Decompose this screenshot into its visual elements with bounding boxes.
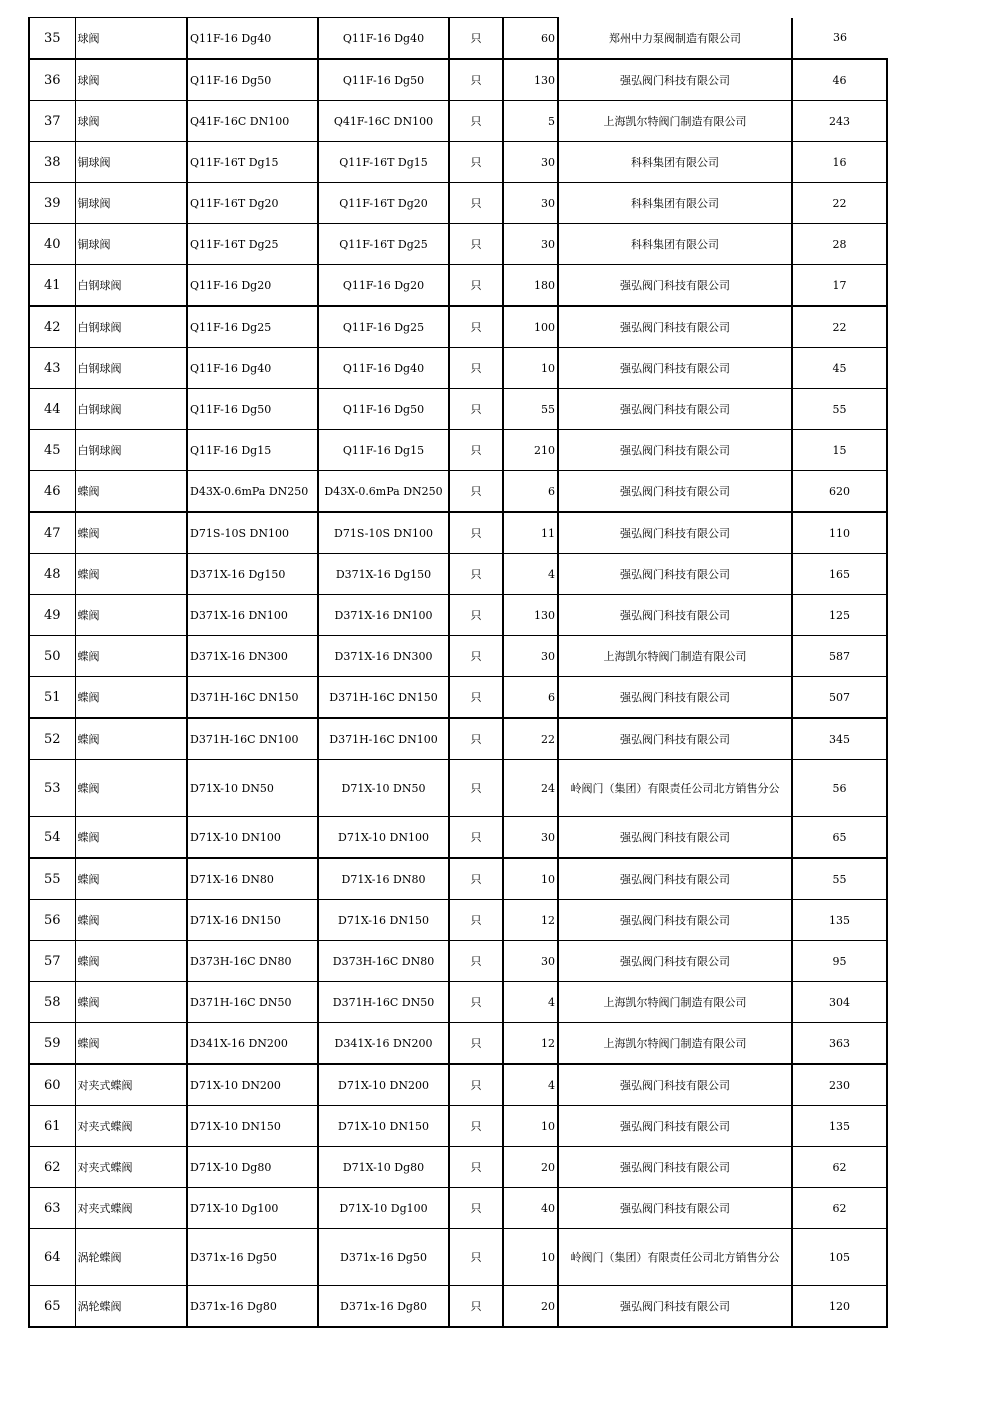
- product-name-cell: 蝶阀: [75, 595, 187, 636]
- model-cell: D371x-16 Dg50: [187, 1229, 318, 1286]
- supplier-cell: 强弘阀门科技有限公司: [558, 59, 792, 101]
- table-row: [29, 636, 887, 677]
- model-cell: D71X-10 DN200: [187, 1064, 318, 1106]
- price-cell: 120: [792, 1286, 887, 1328]
- spec-cell: D371X-16 Dg150: [318, 554, 449, 595]
- supplier-cell: 强弘阀门科技有限公司: [558, 1106, 792, 1147]
- model-cell: D71S-10S DN100: [187, 512, 318, 554]
- row-number-cell: 62: [29, 1147, 75, 1188]
- product-name-cell: 蝶阀: [75, 858, 187, 900]
- product-name-cell: 铜球阀: [75, 224, 187, 265]
- supplier-cell: 科科集团有限公司: [558, 142, 792, 183]
- price-cell: 36: [792, 18, 887, 60]
- price-cell: 110: [792, 512, 887, 554]
- model-cell: D71X-10 DN50: [187, 760, 318, 817]
- unit-cell: 只: [449, 59, 503, 101]
- supplier-cell: 强弘阀门科技有限公司: [558, 941, 792, 982]
- row-number-cell: 61: [29, 1106, 75, 1147]
- price-cell: 46: [792, 59, 887, 101]
- supplier-cell: 强弘阀门科技有限公司: [558, 554, 792, 595]
- table-row: [29, 224, 887, 265]
- spec-cell: D371H-16C DN150: [318, 677, 449, 719]
- product-name-cell: 铜球阀: [75, 183, 187, 224]
- product-name-cell: 蝶阀: [75, 900, 187, 941]
- quantity-cell: 130: [503, 59, 558, 101]
- table-row: [29, 718, 887, 760]
- row-number-cell: 50: [29, 636, 75, 677]
- price-cell: 125: [792, 595, 887, 636]
- model-cell: D371H-16C DN100: [187, 718, 318, 760]
- product-name-cell: 涡轮蝶阀: [75, 1229, 187, 1286]
- product-name-cell: 蝶阀: [75, 941, 187, 982]
- quantity-cell: 40: [503, 1188, 558, 1229]
- row-number-cell: 56: [29, 900, 75, 941]
- quantity-cell: 4: [503, 1064, 558, 1106]
- quantity-cell: 180: [503, 265, 558, 307]
- quantity-cell: 55: [503, 389, 558, 430]
- unit-cell: 只: [449, 1147, 503, 1188]
- row-number-cell: 52: [29, 718, 75, 760]
- unit-cell: 只: [449, 265, 503, 307]
- price-cell: 230: [792, 1064, 887, 1106]
- product-name-cell: 蝶阀: [75, 636, 187, 677]
- table-row: [29, 1023, 887, 1065]
- supplier-cell: 强弘阀门科技有限公司: [558, 1188, 792, 1229]
- quantity-cell: 5: [503, 101, 558, 142]
- table-row: [29, 900, 887, 941]
- quantity-cell: 4: [503, 982, 558, 1023]
- supplier-cell: 强弘阀门科技有限公司: [558, 265, 792, 307]
- supplier-cell: 岭阀门（集团）有限责任公司北方销售分公: [558, 1229, 792, 1286]
- product-name-cell: 对夹式蝶阀: [75, 1188, 187, 1229]
- model-cell: D371X-16 Dg150: [187, 554, 318, 595]
- quantity-cell: 6: [503, 471, 558, 513]
- quantity-cell: 24: [503, 760, 558, 817]
- price-cell: 56: [792, 760, 887, 817]
- unit-cell: 只: [449, 1023, 503, 1065]
- product-name-cell: 蝶阀: [75, 982, 187, 1023]
- unit-cell: 只: [449, 595, 503, 636]
- spec-cell: Q11F-16 Dg40: [318, 348, 449, 389]
- spec-cell: D71S-10S DN100: [318, 512, 449, 554]
- supplier-cell: 强弘阀门科技有限公司: [558, 1147, 792, 1188]
- quantity-cell: 10: [503, 348, 558, 389]
- price-cell: 95: [792, 941, 887, 982]
- row-number-cell: 46: [29, 471, 75, 513]
- product-name-cell: 蝶阀: [75, 718, 187, 760]
- table-row: [29, 982, 887, 1023]
- model-cell: Q11F-16 Dg15: [187, 430, 318, 471]
- supplier-cell: 科科集团有限公司: [558, 183, 792, 224]
- product-name-cell: 球阀: [75, 101, 187, 142]
- spec-cell: D341X-16 DN200: [318, 1023, 449, 1065]
- row-number-cell: 42: [29, 306, 75, 348]
- price-cell: 587: [792, 636, 887, 677]
- spec-cell: D371H-16C DN100: [318, 718, 449, 760]
- row-number-cell: 43: [29, 348, 75, 389]
- price-cell: 16: [792, 142, 887, 183]
- model-cell: D71X-16 DN80: [187, 858, 318, 900]
- supplier-cell: 科科集团有限公司: [558, 224, 792, 265]
- quantity-cell: 60: [503, 18, 558, 60]
- table-row: [29, 817, 887, 859]
- quantity-cell: 30: [503, 183, 558, 224]
- price-cell: 135: [792, 1106, 887, 1147]
- spec-cell: D71X-10 DN50: [318, 760, 449, 817]
- table-row: [29, 1106, 887, 1147]
- table-row: [29, 59, 887, 101]
- price-cell: 55: [792, 389, 887, 430]
- row-number-cell: 35: [29, 18, 75, 60]
- model-cell: D371H-16C DN150: [187, 677, 318, 719]
- row-number-cell: 39: [29, 183, 75, 224]
- model-cell: D371H-16C DN50: [187, 982, 318, 1023]
- supplier-cell: 岭阀门（集团）有限责任公司北方销售分公: [558, 760, 792, 817]
- spec-cell: Q41F-16C DN100: [318, 101, 449, 142]
- supplier-cell: 强弘阀门科技有限公司: [558, 677, 792, 719]
- unit-cell: 只: [449, 512, 503, 554]
- quantity-cell: 4: [503, 554, 558, 595]
- row-number-cell: 41: [29, 265, 75, 307]
- spec-cell: Q11F-16T Dg15: [318, 142, 449, 183]
- table-row: [29, 348, 887, 389]
- row-number-cell: 36: [29, 59, 75, 101]
- spec-cell: D71X-10 Dg100: [318, 1188, 449, 1229]
- product-name-cell: 涡轮蝶阀: [75, 1286, 187, 1328]
- spec-cell: Q11F-16 Dg25: [318, 306, 449, 348]
- supplier-cell: 上海凯尔特阀门制造有限公司: [558, 1023, 792, 1065]
- row-number-cell: 48: [29, 554, 75, 595]
- product-name-cell: 蝶阀: [75, 471, 187, 513]
- product-name-cell: 对夹式蝶阀: [75, 1064, 187, 1106]
- table-row: [29, 1064, 887, 1106]
- price-cell: 620: [792, 471, 887, 513]
- table-row: [29, 430, 887, 471]
- spec-cell: D371X-16 DN100: [318, 595, 449, 636]
- unit-cell: 只: [449, 941, 503, 982]
- row-number-cell: 45: [29, 430, 75, 471]
- table-row: [29, 142, 887, 183]
- product-name-cell: 蝶阀: [75, 512, 187, 554]
- table-row: [29, 941, 887, 982]
- table-row: [29, 471, 887, 513]
- supplier-cell: 强弘阀门科技有限公司: [558, 306, 792, 348]
- table-row: [29, 101, 887, 142]
- supplier-cell: 强弘阀门科技有限公司: [558, 430, 792, 471]
- unit-cell: 只: [449, 900, 503, 941]
- quantity-cell: 130: [503, 595, 558, 636]
- spec-cell: D371H-16C DN50: [318, 982, 449, 1023]
- product-name-cell: 蝶阀: [75, 817, 187, 859]
- supplier-cell: 强弘阀门科技有限公司: [558, 471, 792, 513]
- unit-cell: 只: [449, 817, 503, 859]
- quantity-cell: 10: [503, 1106, 558, 1147]
- model-cell: D71X-10 DN150: [187, 1106, 318, 1147]
- unit-cell: 只: [449, 636, 503, 677]
- spec-cell: D71X-16 DN150: [318, 900, 449, 941]
- spec-cell: Q11F-16 Dg50: [318, 59, 449, 101]
- unit-cell: 只: [449, 1286, 503, 1328]
- spec-cell: D43X-0.6mPa DN250: [318, 471, 449, 513]
- quantity-cell: 22: [503, 718, 558, 760]
- price-cell: 105: [792, 1229, 887, 1286]
- spec-cell: D371x-16 Dg80: [318, 1286, 449, 1328]
- model-cell: Q41F-16C DN100: [187, 101, 318, 142]
- supplier-cell: 强弘阀门科技有限公司: [558, 858, 792, 900]
- unit-cell: 只: [449, 471, 503, 513]
- model-cell: Q11F-16 Dg50: [187, 59, 318, 101]
- row-number-cell: 59: [29, 1023, 75, 1065]
- price-cell: 345: [792, 718, 887, 760]
- spec-cell: D371X-16 DN300: [318, 636, 449, 677]
- spec-cell: Q11F-16 Dg15: [318, 430, 449, 471]
- product-name-cell: 对夹式蝶阀: [75, 1106, 187, 1147]
- row-number-cell: 40: [29, 224, 75, 265]
- product-name-cell: 对夹式蝶阀: [75, 1147, 187, 1188]
- quantity-cell: 20: [503, 1147, 558, 1188]
- row-number-cell: 49: [29, 595, 75, 636]
- model-cell: D371X-16 DN100: [187, 595, 318, 636]
- unit-cell: 只: [449, 982, 503, 1023]
- model-cell: D71X-16 DN150: [187, 900, 318, 941]
- table-row: [29, 677, 887, 719]
- spec-cell: D71X-10 Dg80: [318, 1147, 449, 1188]
- supplier-cell: 上海凯尔特阀门制造有限公司: [558, 982, 792, 1023]
- quantity-cell: 11: [503, 512, 558, 554]
- unit-cell: 只: [449, 389, 503, 430]
- quantity-cell: 210: [503, 430, 558, 471]
- row-number-cell: 51: [29, 677, 75, 719]
- model-cell: Q11F-16T Dg20: [187, 183, 318, 224]
- unit-cell: 只: [449, 101, 503, 142]
- table-row: [29, 858, 887, 900]
- spec-cell: D71X-10 DN150: [318, 1106, 449, 1147]
- unit-cell: 只: [449, 1106, 503, 1147]
- unit-cell: 只: [449, 224, 503, 265]
- quantity-cell: 12: [503, 1023, 558, 1065]
- table-row: [29, 1229, 887, 1286]
- product-name-cell: 白钢球阀: [75, 306, 187, 348]
- table-row: [29, 1188, 887, 1229]
- supplier-cell: 强弘阀门科技有限公司: [558, 348, 792, 389]
- table-row: [29, 18, 887, 60]
- quantity-cell: 30: [503, 941, 558, 982]
- model-cell: D71X-10 DN100: [187, 817, 318, 859]
- model-cell: Q11F-16T Dg25: [187, 224, 318, 265]
- spec-cell: Q11F-16 Dg50: [318, 389, 449, 430]
- price-cell: 17: [792, 265, 887, 307]
- unit-cell: 只: [449, 858, 503, 900]
- supplier-cell: 上海凯尔特阀门制造有限公司: [558, 101, 792, 142]
- supplier-cell: 强弘阀门科技有限公司: [558, 900, 792, 941]
- supplier-cell: 强弘阀门科技有限公司: [558, 1064, 792, 1106]
- unit-cell: 只: [449, 18, 503, 60]
- spec-cell: D371x-16 Dg50: [318, 1229, 449, 1286]
- row-number-cell: 44: [29, 389, 75, 430]
- model-cell: Q11F-16 Dg25: [187, 306, 318, 348]
- table-row: [29, 389, 887, 430]
- model-cell: D341X-16 DN200: [187, 1023, 318, 1065]
- row-number-cell: 65: [29, 1286, 75, 1328]
- table-row: [29, 595, 887, 636]
- unit-cell: 只: [449, 1229, 503, 1286]
- quantity-cell: 30: [503, 142, 558, 183]
- row-number-cell: 55: [29, 858, 75, 900]
- product-name-cell: 球阀: [75, 59, 187, 101]
- price-cell: 55: [792, 858, 887, 900]
- unit-cell: 只: [449, 1064, 503, 1106]
- spec-cell: Q11F-16T Dg20: [318, 183, 449, 224]
- unit-cell: 只: [449, 306, 503, 348]
- valve-price-table: [28, 17, 888, 1328]
- supplier-cell: 强弘阀门科技有限公司: [558, 718, 792, 760]
- model-cell: D371x-16 Dg80: [187, 1286, 318, 1328]
- product-name-cell: 铜球阀: [75, 142, 187, 183]
- product-name-cell: 白钢球阀: [75, 348, 187, 389]
- product-name-cell: 白钢球阀: [75, 430, 187, 471]
- row-number-cell: 58: [29, 982, 75, 1023]
- quantity-cell: 10: [503, 858, 558, 900]
- quantity-cell: 30: [503, 817, 558, 859]
- model-cell: D71X-10 Dg80: [187, 1147, 318, 1188]
- product-name-cell: 蝶阀: [75, 760, 187, 817]
- quantity-cell: 6: [503, 677, 558, 719]
- spec-cell: D71X-10 DN200: [318, 1064, 449, 1106]
- spec-cell: D71X-16 DN80: [318, 858, 449, 900]
- unit-cell: 只: [449, 430, 503, 471]
- unit-cell: 只: [449, 142, 503, 183]
- row-number-cell: 57: [29, 941, 75, 982]
- model-cell: Q11F-16T Dg15: [187, 142, 318, 183]
- price-cell: 62: [792, 1188, 887, 1229]
- price-cell: 135: [792, 900, 887, 941]
- price-cell: 22: [792, 306, 887, 348]
- price-cell: 363: [792, 1023, 887, 1065]
- spec-cell: D71X-10 DN100: [318, 817, 449, 859]
- supplier-cell: 强弘阀门科技有限公司: [558, 1286, 792, 1328]
- unit-cell: 只: [449, 554, 503, 595]
- quantity-cell: 10: [503, 1229, 558, 1286]
- table-row: [29, 306, 887, 348]
- unit-cell: 只: [449, 677, 503, 719]
- price-cell: 65: [792, 817, 887, 859]
- product-name-cell: 球阀: [75, 18, 187, 60]
- supplier-cell: 强弘阀门科技有限公司: [558, 817, 792, 859]
- supplier-cell: 郑州中力泵阀制造有限公司: [558, 18, 792, 60]
- supplier-cell: 强弘阀门科技有限公司: [558, 512, 792, 554]
- quantity-cell: 20: [503, 1286, 558, 1328]
- model-cell: D43X-0.6mPa DN250: [187, 471, 318, 513]
- product-name-cell: 白钢球阀: [75, 265, 187, 307]
- price-cell: 45: [792, 348, 887, 389]
- table-row: [29, 554, 887, 595]
- quantity-cell: 100: [503, 306, 558, 348]
- unit-cell: 只: [449, 718, 503, 760]
- product-name-cell: 蝶阀: [75, 1023, 187, 1065]
- row-number-cell: 64: [29, 1229, 75, 1286]
- unit-cell: 只: [449, 348, 503, 389]
- model-cell: D373H-16C DN80: [187, 941, 318, 982]
- spec-cell: Q11F-16T Dg25: [318, 224, 449, 265]
- unit-cell: 只: [449, 1188, 503, 1229]
- row-number-cell: 60: [29, 1064, 75, 1106]
- model-cell: Q11F-16 Dg20: [187, 265, 318, 307]
- price-cell: 22: [792, 183, 887, 224]
- quantity-cell: 30: [503, 636, 558, 677]
- unit-cell: 只: [449, 760, 503, 817]
- model-cell: Q11F-16 Dg40: [187, 348, 318, 389]
- row-number-cell: 54: [29, 817, 75, 859]
- supplier-cell: 上海凯尔特阀门制造有限公司: [558, 636, 792, 677]
- product-name-cell: 白钢球阀: [75, 389, 187, 430]
- model-cell: Q11F-16 Dg50: [187, 389, 318, 430]
- price-cell: 15: [792, 430, 887, 471]
- row-number-cell: 63: [29, 1188, 75, 1229]
- table-row: [29, 1147, 887, 1188]
- table-row: [29, 512, 887, 554]
- product-name-cell: 蝶阀: [75, 554, 187, 595]
- supplier-cell: 强弘阀门科技有限公司: [558, 389, 792, 430]
- table-row: [29, 265, 887, 307]
- table-body: [29, 18, 887, 1328]
- quantity-cell: 12: [503, 900, 558, 941]
- spec-cell: D373H-16C DN80: [318, 941, 449, 982]
- spec-cell: Q11F-16 Dg20: [318, 265, 449, 307]
- model-cell: Q11F-16 Dg40: [187, 18, 318, 60]
- row-number-cell: 53: [29, 760, 75, 817]
- spec-cell: Q11F-16 Dg40: [318, 18, 449, 60]
- price-cell: 62: [792, 1147, 887, 1188]
- row-number-cell: 38: [29, 142, 75, 183]
- supplier-cell: 强弘阀门科技有限公司: [558, 595, 792, 636]
- price-cell: 165: [792, 554, 887, 595]
- table-row: [29, 1286, 887, 1328]
- price-cell: 243: [792, 101, 887, 142]
- product-name-cell: 蝶阀: [75, 677, 187, 719]
- table-row: [29, 760, 887, 817]
- price-cell: 304: [792, 982, 887, 1023]
- row-number-cell: 47: [29, 512, 75, 554]
- quantity-cell: 30: [503, 224, 558, 265]
- price-cell: 507: [792, 677, 887, 719]
- price-cell: 28: [792, 224, 887, 265]
- row-number-cell: 37: [29, 101, 75, 142]
- model-cell: D71X-10 Dg100: [187, 1188, 318, 1229]
- unit-cell: 只: [449, 183, 503, 224]
- table-row: [29, 183, 887, 224]
- model-cell: D371X-16 DN300: [187, 636, 318, 677]
